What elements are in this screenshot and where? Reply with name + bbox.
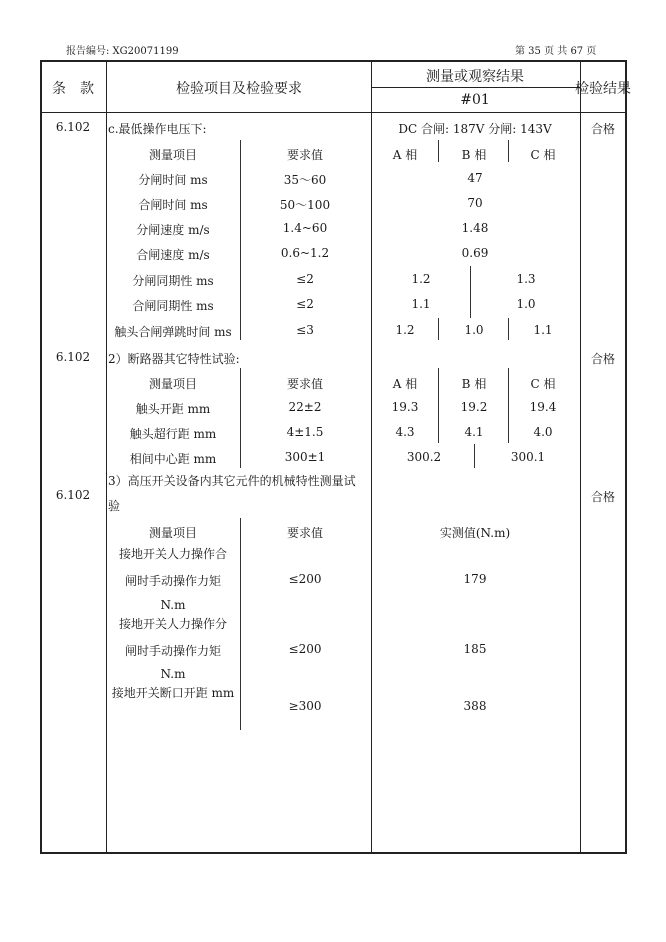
s2-phase-divider-1 [438, 368, 439, 443]
s1-row-item: 合闸时间 ms [138, 198, 208, 212]
s1-row-req: ≤2 [296, 272, 314, 286]
s1-row-req: 35～60 [283, 173, 327, 187]
s1-phase-b-value: 1.0 [464, 323, 484, 337]
s3-row1-line1: 接地开关人力操作合 [118, 547, 228, 561]
s3-col-req: 要求值 [286, 526, 324, 540]
s2-phase-a-value: 4.3 [395, 425, 415, 439]
measure-divider [371, 87, 580, 88]
s3-row3-value: 388 [463, 699, 487, 713]
s2-row-req: 4±1.5 [286, 425, 324, 439]
s1-row-value: 1.3 [516, 272, 536, 286]
s1-row-item: 分闸同期性 ms [132, 274, 214, 288]
table-top-border [40, 60, 627, 62]
s1-row-item: 分闸时间 ms [138, 173, 208, 187]
s2-phase-b: B 相 [461, 377, 487, 391]
s1-row-value: 1.0 [516, 297, 536, 311]
s3-item-divider [240, 518, 241, 730]
s1-voltage: DC 合闸: 187V 分闸: 143V [398, 122, 552, 136]
s1-phase-divider-1 [438, 140, 439, 162]
s2-row-req: 22±2 [288, 400, 322, 414]
s1-pair-divider [470, 266, 471, 318]
s2-phase-b-value: 19.2 [460, 400, 488, 414]
s2-clause: 6.102 [55, 350, 91, 364]
s2-col-req: 要求值 [286, 377, 324, 391]
s2-row-item: 触头开距 mm [135, 402, 211, 416]
s2-phase-c: C 相 [530, 377, 556, 391]
s3-col-value: 实测值(N.m) [439, 526, 511, 540]
s3-row2-line3: N.m [160, 667, 186, 681]
s1-phase-c-value: 1.1 [533, 323, 553, 337]
s2-pair-divider [474, 444, 475, 468]
s3-row2-line2: 闸时手动操作力矩 [124, 644, 222, 658]
s1-row-item: 分闸速度 m/s [136, 223, 210, 237]
s1-col-req: 要求值 [286, 148, 324, 162]
s1-row-value: 1.48 [461, 221, 489, 235]
header-item: 检验项目及检验要求 [176, 81, 302, 97]
s1-row-value: 0.69 [461, 246, 489, 260]
s1-phase-b: B 相 [461, 148, 487, 162]
s2-row-req: 300±1 [284, 450, 326, 464]
s1-row-value: 47 [467, 171, 483, 185]
s3-col-item: 测量项目 [148, 526, 198, 540]
s1-row-value: 1.1 [411, 297, 431, 311]
s2-verdict: 合格 [590, 352, 616, 366]
s3-row1-line2: 闸时手动操作力矩 [124, 574, 222, 588]
s2-phase-b-value: 4.1 [464, 425, 484, 439]
s3-row1-req: ≤200 [288, 572, 322, 586]
s1-phase-a: A 相 [392, 148, 418, 162]
s1-title: c.最低操作电压下: [108, 122, 207, 136]
header-clause: 条 款 [52, 81, 94, 97]
s1-row-value: 1.2 [411, 272, 431, 286]
s2-phase-a: A 相 [392, 377, 418, 391]
s1-clause: 6.102 [55, 120, 91, 134]
s1-row-item: 合闸同期性 ms [132, 299, 214, 313]
s1-phase-c: C 相 [530, 148, 556, 162]
s1-row-req: 1.4~60 [282, 221, 328, 235]
s1-row-req: 50～100 [279, 198, 331, 212]
s1-row-value: 70 [467, 196, 483, 210]
s2-row-item: 触头超行距 mm [129, 427, 217, 441]
header-verdict: 检验结果 [575, 81, 631, 97]
header-divider [40, 112, 627, 113]
s1-row-req: ≤2 [296, 297, 314, 311]
table-bottom-border [40, 852, 627, 854]
s1-phase-divider-1 [438, 318, 439, 340]
s3-row1-line3: N.m [160, 598, 186, 612]
s3-verdict: 合格 [590, 490, 616, 504]
table-left-border [40, 60, 42, 854]
s1-row-req: ≤3 [296, 323, 314, 337]
s2-col-item: 测量项目 [148, 377, 198, 391]
s3-row2-req: ≤200 [288, 642, 322, 656]
s1-phase-divider-2 [508, 140, 509, 162]
s3-row3-req: ≥300 [288, 699, 322, 713]
table-right-border [625, 60, 627, 854]
s1-verdict: 合格 [590, 122, 616, 136]
s1-row-item: 合闸速度 m/s [136, 248, 210, 262]
s3-title-line1: 3）高压开关设备内其它元件的机械特性测量试 [108, 474, 356, 488]
s1-item-divider [240, 140, 241, 340]
s2-phase-divider-2 [508, 368, 509, 443]
s1-row-req: 0.6~1.2 [280, 246, 330, 260]
s1-col-item: 测量项目 [148, 148, 198, 162]
col-divider-2 [371, 60, 372, 854]
report-number: 报告编号: XG20071199 [66, 46, 179, 57]
s3-row1-value: 179 [463, 572, 487, 586]
s2-row-value: 300.2 [406, 450, 442, 464]
s2-item-divider [240, 368, 241, 468]
s2-phase-c-value: 19.4 [529, 400, 557, 414]
header-measure: 测量或观察结果 [426, 69, 524, 85]
s2-row-item: 相间中心距 mm [129, 452, 217, 466]
s2-row-value: 300.1 [510, 450, 546, 464]
col-divider-1 [106, 60, 107, 854]
s1-phase-a-value: 1.2 [395, 323, 415, 337]
s1-row-item: 触头合闸弹跳时间 ms [114, 325, 232, 339]
page-number: 第 35 页 共 67 页 [515, 46, 597, 57]
s3-row2-line1: 接地开关人力操作分 [118, 617, 228, 631]
s1-phase-divider-2 [508, 318, 509, 340]
s2-phase-a-value: 19.3 [391, 400, 419, 414]
s2-phase-c-value: 4.0 [533, 425, 553, 439]
s3-title-line2: 验 [108, 499, 121, 513]
s3-row2-value: 185 [463, 642, 487, 656]
header-sample: #01 [460, 92, 490, 108]
col-divider-3 [580, 60, 581, 854]
s3-clause: 6.102 [55, 488, 91, 502]
s3-row3-item: 接地开关断口开距 mm [111, 686, 235, 700]
s2-title: 2）断路器其它特性试验: [108, 352, 240, 366]
